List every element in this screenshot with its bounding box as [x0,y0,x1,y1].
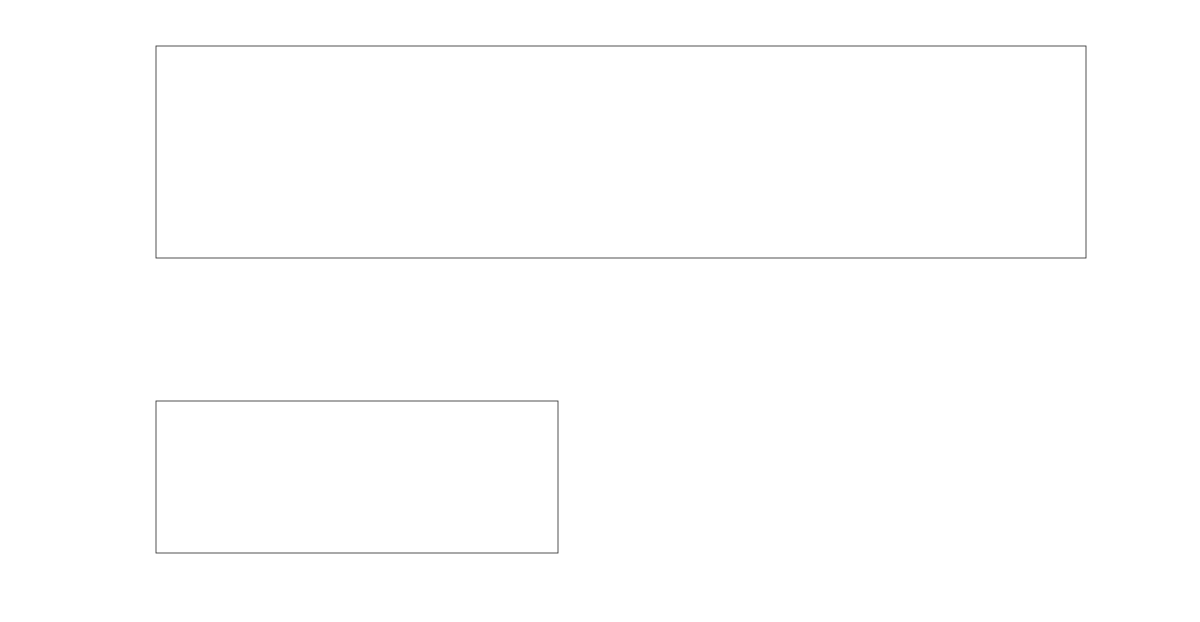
altimeter-diagnostic-panel [645,314,1145,557]
spacer [645,381,1145,397]
detection-range-row [645,413,1145,429]
full-mission-chart [156,46,1086,258]
dive-depth-row [645,349,1145,365]
sensitivity-row [645,525,1145,541]
detection-depth-row [645,397,1145,413]
dive-no-row [645,333,1145,349]
spacer [645,477,1145,493]
spacer [645,445,1145,461]
ping-depth-row [645,509,1145,525]
last-50-dives-chart [156,401,558,553]
settings-header-row [645,493,1145,509]
last-50-plot-area [156,401,558,553]
bottom-depth-row [645,429,1145,445]
results-row [645,461,1145,477]
apogee-trigger-row [645,365,1145,381]
full-mission-plot-area [156,46,1086,258]
pulse-row [645,541,1145,557]
